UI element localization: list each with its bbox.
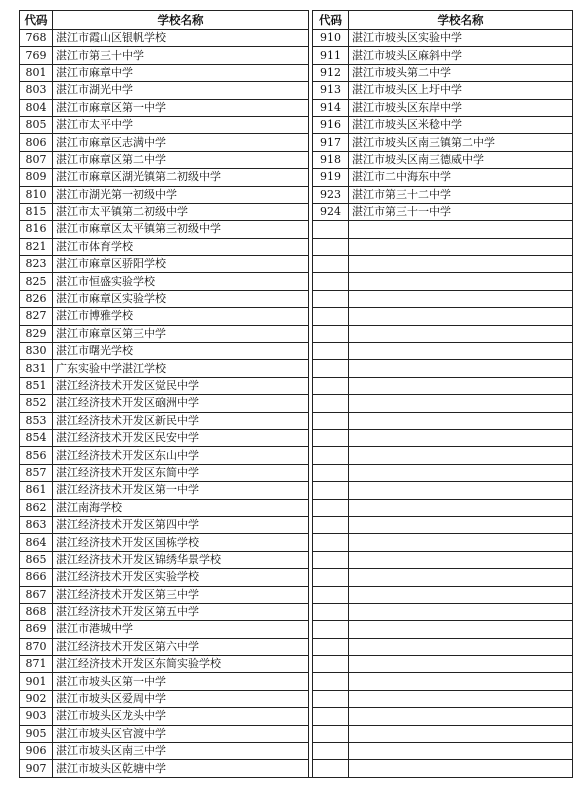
left-code-cell: 861 — [20, 482, 53, 499]
right-name-cell — [349, 360, 573, 377]
right-code-cell: 911 — [313, 47, 349, 64]
table-row — [20, 377, 573, 394]
right-name-cell: 湛江市二中海东中学 — [349, 169, 573, 186]
left-name-cell: 湛江经济技术开发区东简实验学校 — [53, 656, 309, 673]
right-name-cell: 湛江市坡头第二中学 — [349, 64, 573, 81]
left-code-cell: 831 — [20, 360, 53, 377]
right-code-cell: 917 — [313, 134, 349, 151]
left-name-cell: 湛江市麻章区太平镇第三初级中学 — [53, 221, 309, 238]
table-row — [20, 256, 573, 273]
left-name-cell: 湛江市麻章区第一中学 — [53, 99, 309, 116]
left-name-cell: 湛江经济技术开发区第四中学 — [53, 516, 309, 533]
left-name-cell: 湛江经济技术开发区第六中学 — [53, 638, 309, 655]
table-row — [20, 343, 573, 360]
table-row — [20, 656, 573, 673]
right-name-cell — [349, 673, 573, 690]
right-name-cell: 湛江市坡头区南三德威中学 — [349, 151, 573, 168]
table-row — [20, 134, 573, 151]
right-code-cell — [313, 499, 349, 516]
right-code-cell — [313, 482, 349, 499]
table-row — [20, 169, 573, 186]
right-name-cell — [349, 447, 573, 464]
right-name-cell — [349, 569, 573, 586]
right-code-cell — [313, 238, 349, 255]
left-name-cell: 湛江经济技术开发区第三中学 — [53, 586, 309, 603]
table-row — [20, 690, 573, 707]
left-name-cell: 湛江市湖光中学 — [53, 82, 309, 99]
right-code-cell: 923 — [313, 186, 349, 203]
left-code-cell: 823 — [20, 256, 53, 273]
right-name-cell — [349, 429, 573, 446]
right-code-cell — [313, 656, 349, 673]
right-code-cell: 913 — [313, 82, 349, 99]
left-code-cell: 901 — [20, 673, 53, 690]
table-row — [20, 151, 573, 168]
right-name-cell — [349, 256, 573, 273]
left-name-cell: 湛江市麻章区第二中学 — [53, 151, 309, 168]
left-name-cell: 湛江市坡头区爱周中学 — [53, 690, 309, 707]
table-row — [20, 30, 573, 47]
left-name-cell: 湛江市麻章中学 — [53, 64, 309, 81]
table-row — [20, 203, 573, 220]
right-code-cell — [313, 395, 349, 412]
left-name-cell: 湛江市麻章区第三中学 — [53, 325, 309, 342]
left-code-header: 代码 — [20, 11, 53, 30]
left-code-cell: 829 — [20, 325, 53, 342]
table-row — [20, 308, 573, 325]
left-code-cell: 854 — [20, 429, 53, 446]
right-code-cell — [313, 760, 349, 777]
left-code-cell: 768 — [20, 30, 53, 47]
right-code-cell — [313, 377, 349, 394]
right-name-cell — [349, 273, 573, 290]
right-name-cell — [349, 482, 573, 499]
left-name-cell: 湛江市麻章区实验学校 — [53, 290, 309, 307]
left-code-cell: 857 — [20, 464, 53, 481]
left-name-cell: 湛江经济技术开发区硇洲中学 — [53, 395, 309, 412]
right-code-cell — [313, 743, 349, 760]
table-row — [20, 638, 573, 655]
right-name-cell — [349, 708, 573, 725]
left-code-cell: 907 — [20, 760, 53, 777]
right-code-cell — [313, 308, 349, 325]
right-code-cell — [313, 621, 349, 638]
left-code-cell: 905 — [20, 725, 53, 742]
left-name-cell: 湛江市湖光第一初级中学 — [53, 186, 309, 203]
table-row — [20, 273, 573, 290]
right-name-cell — [349, 621, 573, 638]
right-name-cell — [349, 551, 573, 568]
left-code-cell: 870 — [20, 638, 53, 655]
left-name-cell: 湛江经济技术开发区第一中学 — [53, 482, 309, 499]
left-code-cell: 803 — [20, 82, 53, 99]
left-code-cell: 864 — [20, 534, 53, 551]
right-code-cell — [313, 429, 349, 446]
right-code-cell: 912 — [313, 64, 349, 81]
left-name-header: 学校名称 — [53, 11, 309, 30]
table-row — [20, 516, 573, 533]
table-row — [20, 708, 573, 725]
right-name-cell — [349, 638, 573, 655]
left-name-cell: 湛江市麻章区志满中学 — [53, 134, 309, 151]
left-code-cell: 769 — [20, 47, 53, 64]
table-row — [20, 395, 573, 412]
right-name-cell — [349, 325, 573, 342]
table-row — [20, 64, 573, 81]
left-name-cell: 湛江市太平中学 — [53, 116, 309, 133]
right-name-cell — [349, 221, 573, 238]
left-code-cell: 866 — [20, 569, 53, 586]
right-name-cell — [349, 586, 573, 603]
left-code-cell: 853 — [20, 412, 53, 429]
table-row — [20, 47, 573, 64]
table-row — [20, 725, 573, 742]
right-code-cell — [313, 447, 349, 464]
left-name-cell: 湛江市坡头区乾塘中学 — [53, 760, 309, 777]
right-name-cell — [349, 238, 573, 255]
right-code-cell — [313, 360, 349, 377]
right-name-cell — [349, 499, 573, 516]
left-name-cell: 湛江经济技术开发区新民中学 — [53, 412, 309, 429]
right-name-cell: 湛江市第三十二中学 — [349, 186, 573, 203]
left-code-cell: 830 — [20, 343, 53, 360]
left-name-cell: 湛江市博雅学校 — [53, 308, 309, 325]
right-code-cell — [313, 221, 349, 238]
left-name-cell: 湛江市第三十中学 — [53, 47, 309, 64]
right-code-cell — [313, 412, 349, 429]
right-code-cell — [313, 325, 349, 342]
right-name-cell: 湛江市坡头区麻斜中学 — [349, 47, 573, 64]
right-name-cell — [349, 377, 573, 394]
right-code-cell — [313, 569, 349, 586]
right-code-cell: 914 — [313, 99, 349, 116]
left-code-cell: 816 — [20, 221, 53, 238]
left-name-cell: 湛江市曙光学校 — [53, 343, 309, 360]
table-row — [20, 221, 573, 238]
left-name-cell: 湛江市坡头区龙头中学 — [53, 708, 309, 725]
left-name-cell: 湛江市霞山区银帆学校 — [53, 30, 309, 47]
left-code-cell: 805 — [20, 116, 53, 133]
right-code-cell — [313, 273, 349, 290]
table-row — [20, 412, 573, 429]
table-row — [20, 482, 573, 499]
right-name-cell — [349, 725, 573, 742]
right-name-header: 学校名称 — [349, 11, 573, 30]
right-name-cell — [349, 743, 573, 760]
left-name-cell: 湛江经济技术开发区锦绣华景学校 — [53, 551, 309, 568]
table-row — [20, 238, 573, 255]
left-code-cell: 826 — [20, 290, 53, 307]
right-code-cell — [313, 534, 349, 551]
right-code-cell — [313, 690, 349, 707]
table-row — [20, 464, 573, 481]
table-row — [20, 673, 573, 690]
right-code-cell — [313, 603, 349, 620]
left-code-cell: 902 — [20, 690, 53, 707]
left-code-cell: 825 — [20, 273, 53, 290]
left-name-cell: 湛江市坡头区第一中学 — [53, 673, 309, 690]
left-code-cell: 865 — [20, 551, 53, 568]
right-code-header: 代码 — [313, 11, 349, 30]
right-code-cell — [313, 551, 349, 568]
left-name-cell: 湛江市港城中学 — [53, 621, 309, 638]
right-code-cell — [313, 673, 349, 690]
right-code-cell: 918 — [313, 151, 349, 168]
left-code-cell: 856 — [20, 447, 53, 464]
left-code-cell: 862 — [20, 499, 53, 516]
right-code-cell: 916 — [313, 116, 349, 133]
school-code-table — [19, 10, 573, 778]
table-row — [20, 429, 573, 446]
left-name-cell: 湛江市恒盛实验学校 — [53, 273, 309, 290]
left-name-cell: 湛江经济技术开发区东山中学 — [53, 447, 309, 464]
left-name-cell: 广东实验中学湛江学校 — [53, 360, 309, 377]
right-code-cell — [313, 256, 349, 273]
right-code-cell: 910 — [313, 30, 349, 47]
left-code-cell: 867 — [20, 586, 53, 603]
left-name-cell: 湛江南海学校 — [53, 499, 309, 516]
right-name-cell — [349, 603, 573, 620]
right-code-cell — [313, 516, 349, 533]
left-code-cell: 804 — [20, 99, 53, 116]
left-name-cell: 湛江市体育学校 — [53, 238, 309, 255]
table-row — [20, 586, 573, 603]
left-code-cell: 851 — [20, 377, 53, 394]
table-row — [20, 82, 573, 99]
right-name-cell: 湛江市坡头区米稔中学 — [349, 116, 573, 133]
table-row — [20, 569, 573, 586]
right-name-cell — [349, 412, 573, 429]
right-code-cell: 924 — [313, 203, 349, 220]
left-code-cell: 863 — [20, 516, 53, 533]
right-name-cell: 湛江市坡头区东岸中学 — [349, 99, 573, 116]
table-row — [20, 99, 573, 116]
right-name-cell — [349, 656, 573, 673]
right-name-cell: 湛江市第三十一中学 — [349, 203, 573, 220]
right-code-cell — [313, 343, 349, 360]
left-code-cell: 807 — [20, 151, 53, 168]
table-row — [20, 743, 573, 760]
right-name-cell — [349, 464, 573, 481]
right-code-cell — [313, 708, 349, 725]
left-code-cell: 821 — [20, 238, 53, 255]
right-name-cell — [349, 690, 573, 707]
right-name-cell — [349, 343, 573, 360]
left-code-cell: 869 — [20, 621, 53, 638]
left-name-cell: 湛江市麻章区骄阳学校 — [53, 256, 309, 273]
right-name-cell — [349, 516, 573, 533]
right-code-cell — [313, 290, 349, 307]
left-name-cell: 湛江市太平镇第二初级中学 — [53, 203, 309, 220]
right-code-cell — [313, 725, 349, 742]
left-name-cell: 湛江经济技术开发区民安中学 — [53, 429, 309, 446]
right-name-cell — [349, 534, 573, 551]
table-row — [20, 290, 573, 307]
right-name-cell — [349, 760, 573, 777]
table-row — [20, 760, 573, 777]
table-row — [20, 360, 573, 377]
table-row — [20, 534, 573, 551]
left-code-cell: 871 — [20, 656, 53, 673]
right-name-cell — [349, 395, 573, 412]
left-name-cell: 湛江市坡头区南三中学 — [53, 743, 309, 760]
left-name-cell: 湛江市麻章区湖光镇第二初级中学 — [53, 169, 309, 186]
table-row — [20, 551, 573, 568]
left-code-cell: 903 — [20, 708, 53, 725]
right-name-cell: 湛江市坡头区实验中学 — [349, 30, 573, 47]
table-row — [20, 621, 573, 638]
table-row — [20, 447, 573, 464]
left-code-cell: 801 — [20, 64, 53, 81]
left-code-cell: 809 — [20, 169, 53, 186]
left-code-cell: 806 — [20, 134, 53, 151]
left-code-cell: 827 — [20, 308, 53, 325]
left-name-cell: 湛江经济技术开发区第五中学 — [53, 603, 309, 620]
left-code-cell: 810 — [20, 186, 53, 203]
table-row — [20, 499, 573, 516]
table-row — [20, 186, 573, 203]
right-name-cell — [349, 308, 573, 325]
right-code-cell: 919 — [313, 169, 349, 186]
right-name-cell: 湛江市坡头区上圩中学 — [349, 82, 573, 99]
right-code-cell — [313, 586, 349, 603]
left-name-cell: 湛江经济技术开发区国栋学校 — [53, 534, 309, 551]
left-name-cell: 湛江经济技术开发区东简中学 — [53, 464, 309, 481]
table-row — [20, 325, 573, 342]
left-code-cell: 852 — [20, 395, 53, 412]
left-code-cell: 868 — [20, 603, 53, 620]
right-code-cell — [313, 464, 349, 481]
left-name-cell: 湛江经济技术开发区觉民中学 — [53, 377, 309, 394]
left-name-cell: 湛江市坡头区官渡中学 — [53, 725, 309, 742]
right-name-cell: 湛江市坡头区南三镇第二中学 — [349, 134, 573, 151]
left-code-cell: 906 — [20, 743, 53, 760]
table-header-row — [20, 11, 573, 30]
left-code-cell: 815 — [20, 203, 53, 220]
left-name-cell: 湛江经济技术开发区实验学校 — [53, 569, 309, 586]
table-row — [20, 116, 573, 133]
right-name-cell — [349, 290, 573, 307]
table-row — [20, 603, 573, 620]
right-code-cell — [313, 638, 349, 655]
